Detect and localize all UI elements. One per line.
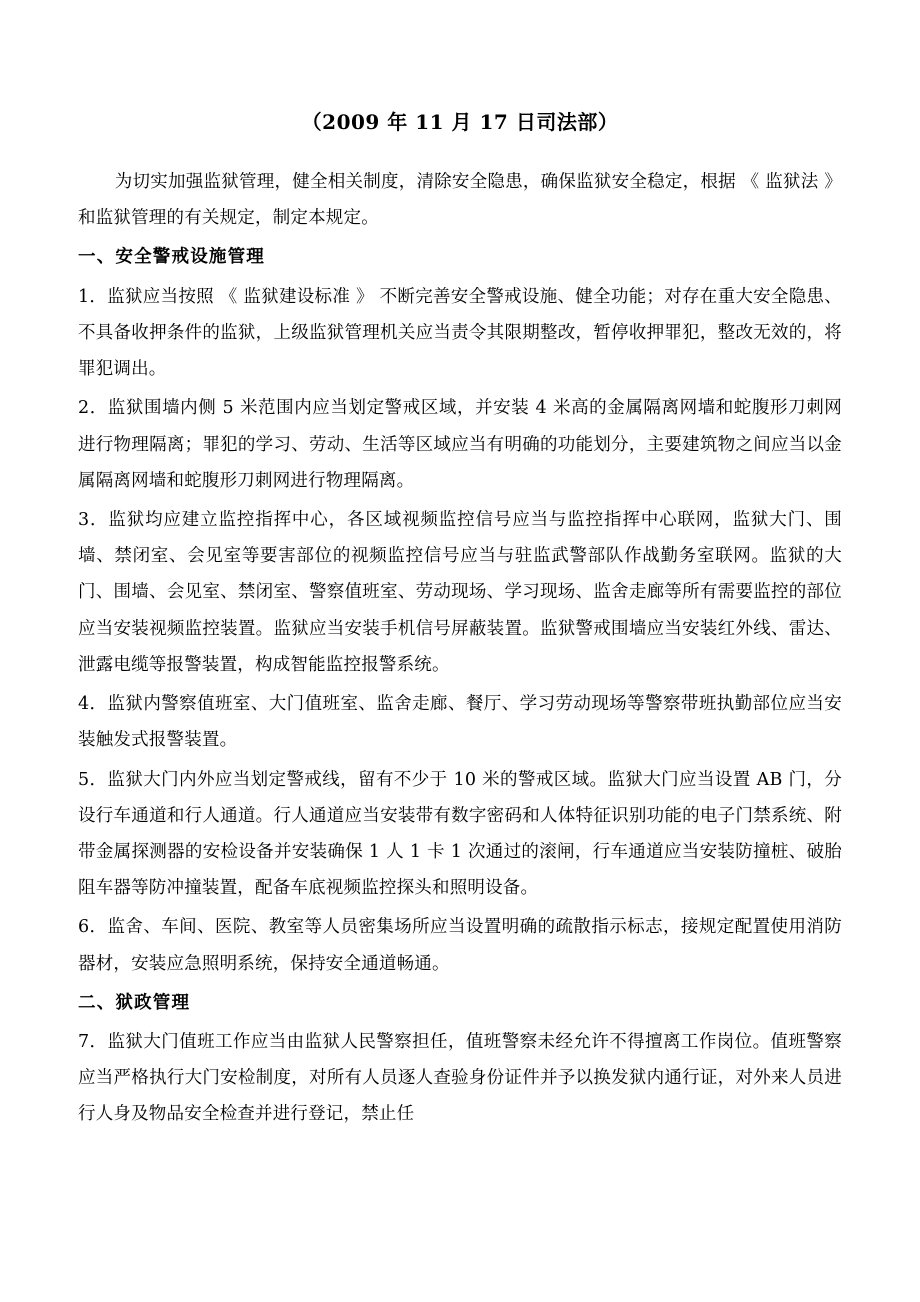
document-body <box>78 164 842 1133</box>
section-heading-1: 一、安全警戒设施管理 <box>78 247 265 268</box>
paragraph-item-3: 3．监狱均应建立监控指挥中心，各区域视频监控信号应当与监控指挥中心联网，监狱大门、围墙、禁闭室、会见室等要害部位的视频监控信号应当与驻监武警部队作战勤务室联网。监狱的大门、围墙、会见室、禁闭室、警察值班室、劳动现场、学习现场、监舍走廊等所有需要监控的部位应当安装视频监控装置。监狱应当安装手机信号屏蔽装置。监狱警戒围墙应当安装红外线、雷达、泄露电缆等报警装置，构成智能监控报警系统。 <box>78 509 842 675</box>
page-title: （2009 年 11 月 17 日司法部） <box>301 110 619 134</box>
paragraph-item-5: 5．监狱大门内外应当划定警戒线，留有不少于 10 米的警戒区域。监狱大门应当设置 AB 门，分设行车通道和行人通道。行人通道应当安装带有数字密码和人体特征识别功能的电子门禁系统、附带金属探测器的安检设备并安装确保 1 人 1 卡 1 次通过的滚闸，行车通道应当安装防撞桩、破胎阻车器等防冲撞装置，配备车底视频监控探头和照明设备。 <box>78 769 842 899</box>
paragraph-item-1: 1．监狱应当按照 《 监狱建设标准 》 不断完善安全警戒设施、健全功能；对存在重大安全隐患、不具备收押条件的监狱，上级监狱管理机关应当责令其限期整改，暂停收押罪犯，整改无效的，将罪犯调出。 <box>78 286 842 380</box>
paragraph-item-7: 7．监狱大门值班工作应当由监狱人民警察担任，值班警察未经允许不得擅离工作岗位。值班警察应当严格执行大门安检制度，对所有人员逐人查验身份证件并予以换发狱内通行证，对外来人员进行人身及物品安全检查并进行登记，禁止任 <box>78 1032 842 1125</box>
paragraph-item-2: 2．监狱围墙内侧 5 米范围内应当划定警戒区域，并安装 4 米高的金属隔离网墙和蛇腹形刀刺网进行物理隔离；罪犯的学习、劳动、生活等区域应当有明确的功能划分，主要建筑物之间应当以金属隔离网墙和蛇腹形刀刺网进行物理隔离。 <box>78 398 842 491</box>
section-heading-2: 二、狱政管理 <box>78 992 191 1013</box>
paragraph-intro: 为切实加强监狱管理，健全相关制度，清除安全隐患，确保监狱安全稳定，根据 《 监狱法 》 和监狱管理的有关规定，制定本规定。 <box>78 172 842 229</box>
paragraph-item-6: 6．监舍、车间、医院、教室等人员密集场所应当设置明确的疏散指示标志，接规定配置使用消防器材，安装应急照明系统，保持安全通道畅通。 <box>78 917 842 974</box>
paragraph-item-4: 4．监狱内警察值班室、大门值班室、监舍走廊、餐厅、学习劳动现场等警察带班执勤部位应当安装触发式报警装置。 <box>78 694 842 751</box>
